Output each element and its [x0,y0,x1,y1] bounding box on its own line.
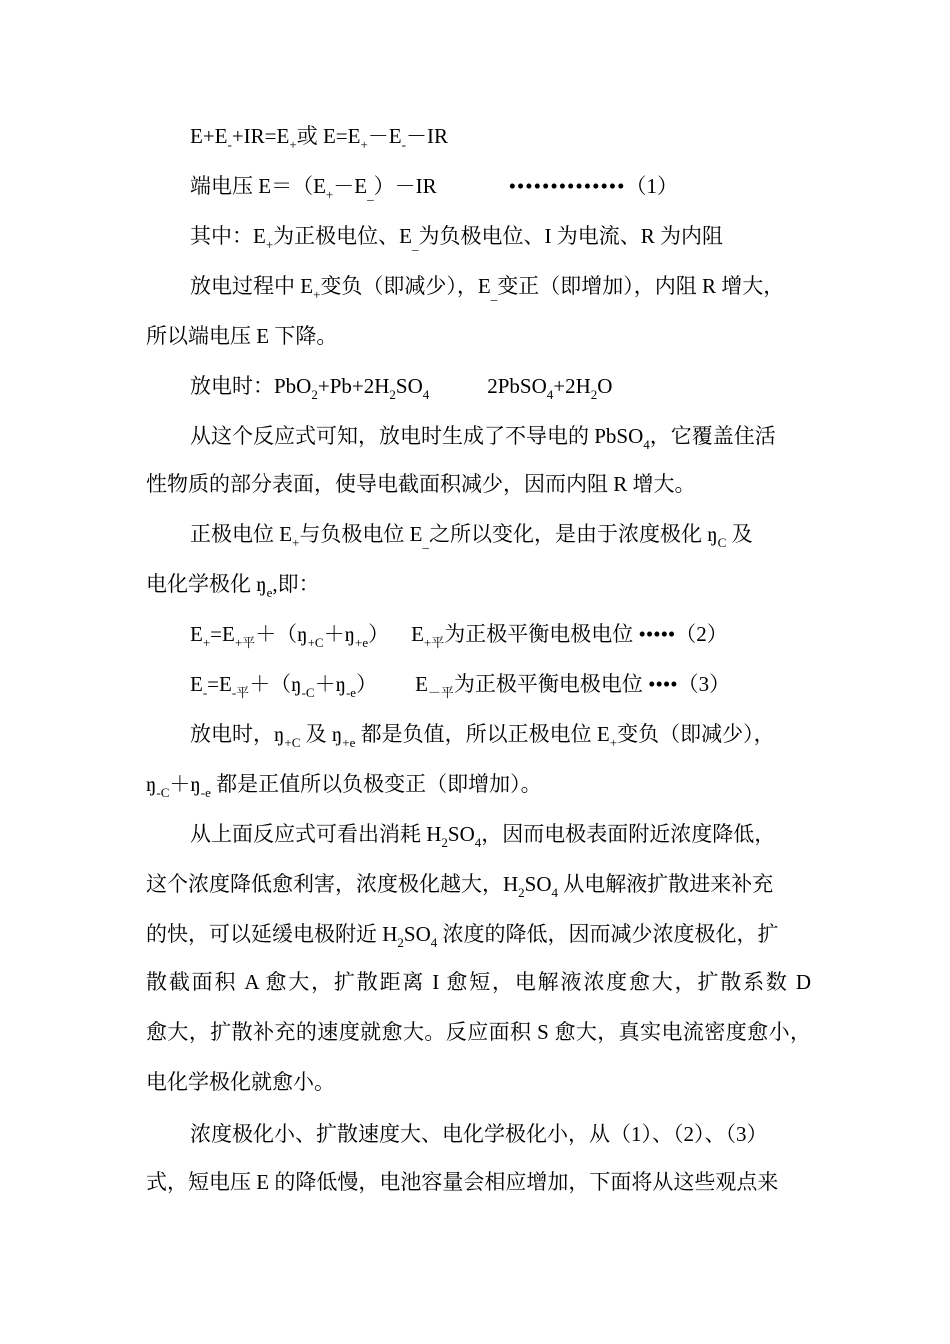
equation-line-2: 端电压 $E=(E_+-E_{\_})-IR$ ••••••••••••••（1） [190,174,679,202]
equation-line-4: $E_-=E_{-平}+(ŋ_{-C}+ŋ_{-e})$ $E_{-平}$为正极平衡电极电位 ••••（3） [190,672,731,700]
definition-line: 其中：$E_+$为正极电位、$E_{\_}$为负极电位、I 为电流、R 为内阻 [190,224,723,252]
paragraph-line: 放电时，$ŋ_{+C}$ 及 $ŋ_{+e}$ 都是负值，所以正极电位 $E_+$变负（即减少）， [190,722,775,750]
equation-line-3: $E_+=E_{+平}+(ŋ_{+C}+ŋ_{+e})$ $E_{+平}$为正极平衡电极电位 •••••（2） [190,622,728,650]
paragraph-line: 性物质的部分表面，使导电截面积减少，因而内阻 R 增大。 [146,472,696,496]
paragraph-line: 电化学极化 $ŋ_e$,即： [146,572,320,600]
paragraph-line: 从上面反应式可看出消耗 $H_2SO_4$，因而电极表面附近浓度降低， [190,822,776,850]
paragraph-line: 所以端电压 E 下降。 [146,324,338,348]
paragraph-line: 正极电位 $E_+$与负极电位 $E_{\_}$之所以变化，是由于浓度极化 $ŋ_C$ 及 [190,522,753,550]
paragraph-line: 放电过程中 $E_+$变负（即减少），$E_{\_}$变正（即增加），内阻 R 增大， [190,274,785,302]
paragraph-line: 这个浓度降低愈利害，浓度极化越大，$H_2SO_4$ 从电解液扩散进来补充 [146,872,774,900]
paragraph-line: 浓度极化小、扩散速度大、电化学极化小，从（1）、（2）、（3） [190,1122,768,1146]
equation-line-1: $E+E_-+IR=E_+$或 $E=E_+-E_--IR$ [190,124,448,152]
paragraph-line: 式，短电压 E 的降低慢，电池容量会相应增加，下面将从这些观点来 [146,1170,779,1194]
paragraph-line: 从这个反应式可知，放电时生成了不导电的 PbSO$_4$，它覆盖住活 [190,424,776,452]
paragraph-line: 的快，可以延缓电极附近 $H_2SO_4$ 浓度的降低，因而减少浓度极化，扩 [146,922,779,950]
reaction-equation: 放电时：$PbO_2+Pb+2H_2SO_4$ $2PbSO_4+2H_2O$ [190,374,613,402]
paragraph-line: 散截面积 A 愈大，扩散距离 I 愈短，电解液浓度愈大，扩散系数 D [146,970,811,994]
paragraph-line: 电化学极化就愈小。 [146,1070,335,1094]
paragraph-line: $ŋ_{-C}+ŋ_{-e}$ 都是正值所以负极变正（即增加）。 [146,772,542,800]
paragraph-line: 愈大，扩散补充的速度就愈大。反应面积 S 愈大，真实电流密度愈小， [146,1020,811,1044]
